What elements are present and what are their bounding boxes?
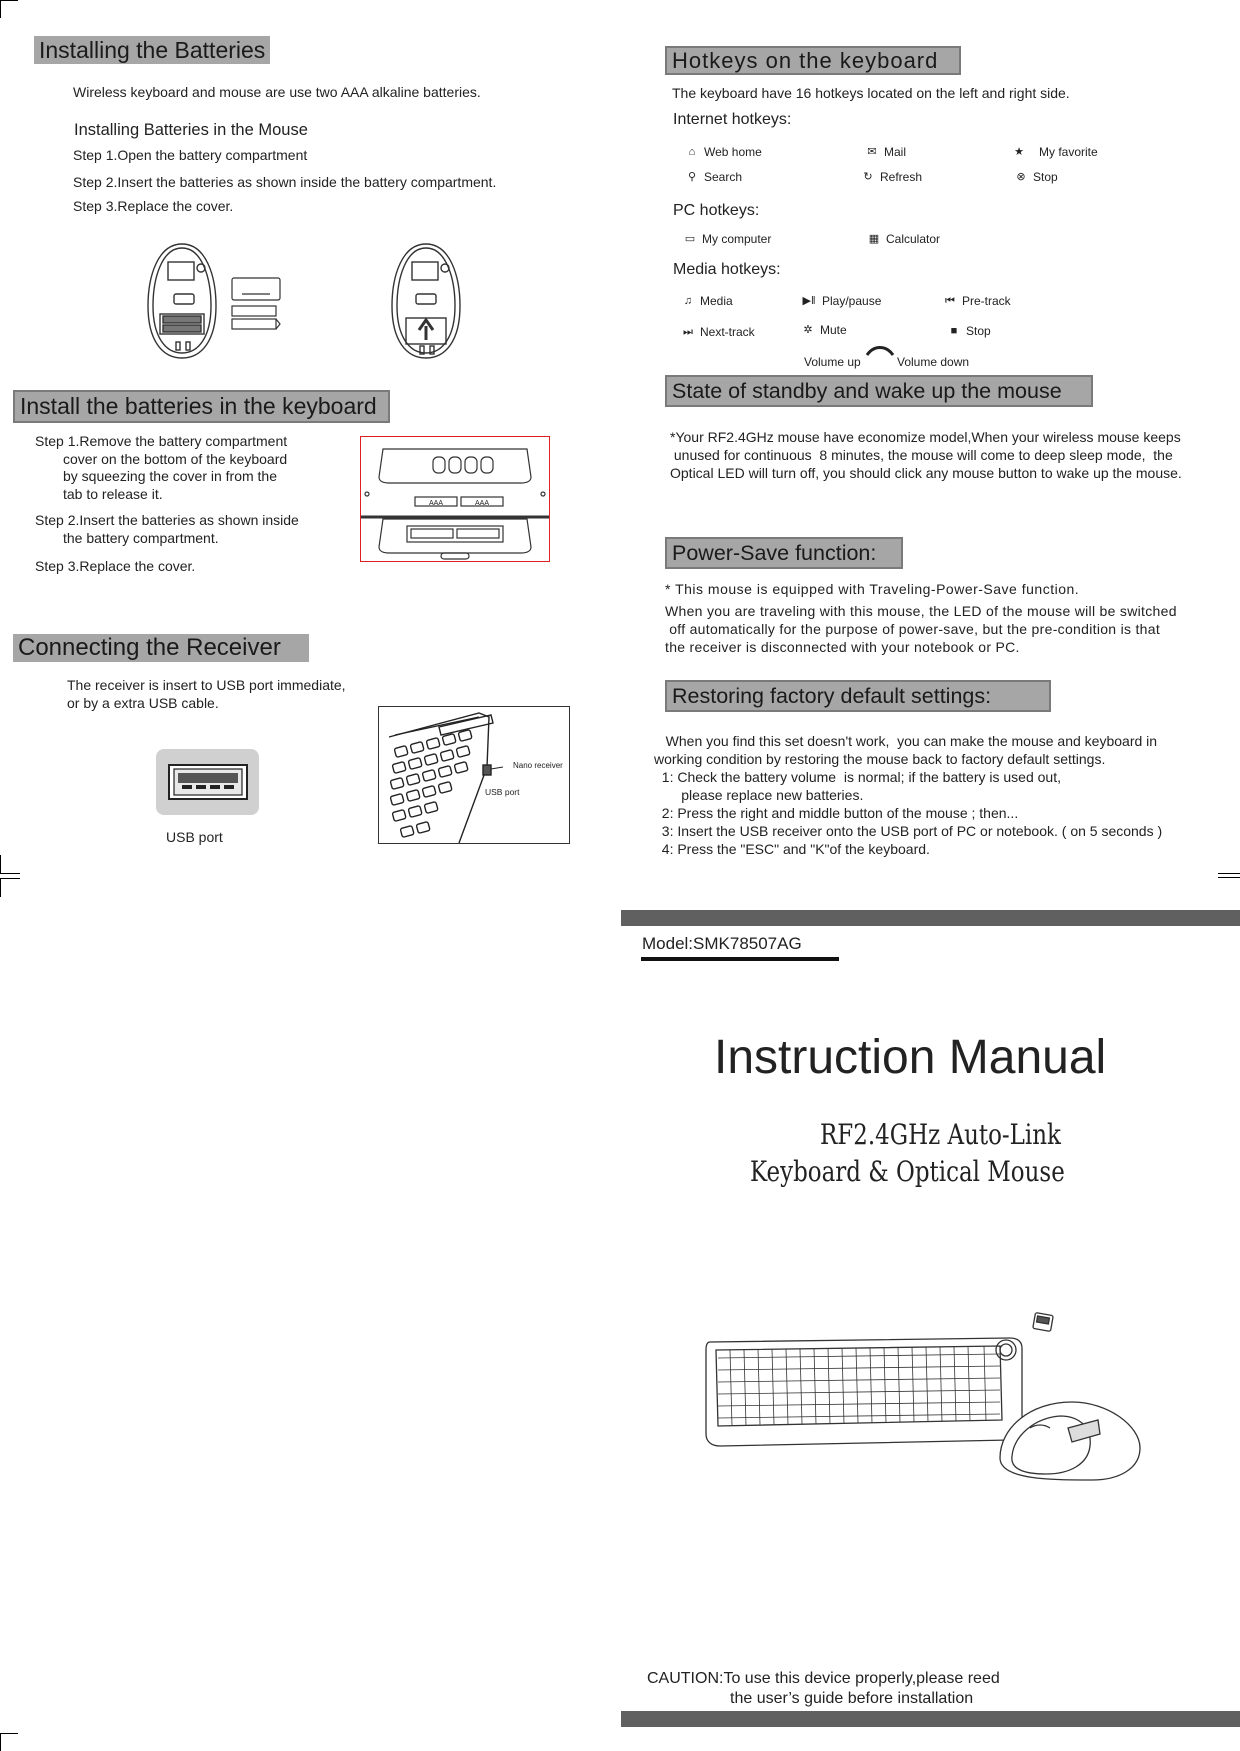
keyboard-batteries-heading: Install the batteries in the keyboard	[13, 390, 390, 423]
batteries-intro: Wireless keyboard and mouse are use two AAA alkaline batteries.	[73, 84, 481, 100]
cover-bottom-bar	[621, 1711, 1240, 1727]
calculator-icon: ▦	[868, 233, 880, 245]
power-save-line-1: * This mouse is equipped with Traveling-Power-Save function.	[665, 581, 1080, 597]
crop-mark	[0, 879, 1, 897]
star-icon: ★	[1014, 146, 1024, 158]
keyboard-underside-drawing	[361, 437, 549, 561]
battery-label: AAA	[429, 500, 444, 507]
hotkeys-intro: The keyboard have 16 hotkeys located on the left and right side.	[672, 85, 1070, 101]
cover-top-bar	[621, 910, 1240, 926]
crop-mark	[0, 0, 1, 18]
keyboard-battery-figure	[360, 436, 550, 562]
home-icon: ⌂	[688, 146, 696, 158]
power-save-heading: Power-Save function:	[665, 537, 903, 569]
keyboard-mouse-illustration	[700, 1308, 1148, 1484]
power-save-text: When you are traveling with this mouse, the LED of the mouse will be switched off automatically for the purpose of power-save, but the pre-condition is that the receiver is disconnected with your notebook or PC.	[665, 603, 1177, 655]
mouse-closed-drawing	[392, 244, 460, 358]
crop-mark	[0, 0, 18, 1]
receiver-heading: Connecting the Receiver	[13, 634, 309, 662]
mouse-open-drawing	[148, 244, 216, 358]
hotkey-media-stop: ■ Stop	[948, 324, 991, 338]
mouse-step-1: Step 1.Open the battery compartment	[73, 147, 308, 163]
restore-heading: Restoring factory default settings:	[665, 680, 1051, 712]
pc-hotkeys-label: PC hotkeys:	[673, 202, 760, 219]
search-icon: ⚲	[687, 171, 697, 183]
receiver-text-1: The receiver is insert to USB port immediate,	[67, 677, 346, 693]
play-pause-icon: ▶‖	[802, 295, 816, 307]
hotkey-my-favorite: ★ My favorite	[1014, 145, 1098, 159]
hotkeys-heading: Hotkeys on the keyboard	[665, 46, 961, 75]
internet-hotkeys-label: Internet hotkeys:	[673, 111, 792, 128]
usb-port-illustration	[156, 749, 259, 815]
crop-mark	[0, 878, 20, 879]
standby-heading: State of standby and wake up the mouse	[665, 375, 1093, 407]
nano-receiver-label: Nano receiver	[513, 761, 563, 770]
cover-subtitle-1: RF2.4GHz Auto-Link	[820, 1118, 1061, 1151]
receiver-text-2: or by a extra USB cable.	[67, 695, 219, 711]
next-track-icon: ⏭	[683, 326, 693, 338]
hotkey-calculator: ▦ Calculator	[868, 232, 941, 246]
model-number: Model:SMK78507AG	[642, 934, 802, 953]
stop-icon: ⊗	[1016, 171, 1026, 183]
laptop-receiver-figure	[378, 706, 570, 844]
keyboard-step-2: Step 2.Insert the batteries as shown inside the battery compartment.	[35, 512, 299, 546]
hotkey-pre-track: ⏮ Pre-track	[945, 294, 1011, 308]
restore-text: When you find this set doesn't work, you can make the mouse and keyboard in working condition by restoring the mouse back to factory default settings. 1: Check the battery volume is normal; if the battery is used out, please replace new batteries. 2: Press the right and middle button of the mouse ; then... 3: Insert the USB receiver onto the USB port of PC or notebook. ( on 5 seconds ) 4: Press the "ESC" and "K"of the keyboard.	[654, 733, 1163, 857]
music-icon: ♫	[683, 295, 693, 307]
volume-down-label: Volume down	[897, 355, 970, 369]
hotkey-web-home: ⌂ Web home	[686, 145, 762, 159]
media-hotkeys-label: Media hotkeys:	[673, 261, 781, 278]
cover-title: Instruction Manual	[714, 1031, 1107, 1084]
keyboard-step-3: Step 3.Replace the cover.	[35, 558, 196, 574]
model-underline	[641, 957, 839, 961]
refresh-icon: ↻	[863, 171, 873, 183]
previous-track-icon: ⏮	[945, 295, 955, 307]
crop-mark	[0, 855, 1, 873]
hotkey-media: ♫ Media	[683, 294, 733, 308]
mute-icon: ✲	[803, 324, 813, 336]
mouse-step-3: Step 3.Replace the cover.	[73, 198, 234, 214]
hotkey-next-track: ⏭ Next-track	[683, 325, 755, 339]
hotkey-refresh: ↻ Refresh	[863, 170, 923, 184]
usb-port-caption: USB port	[166, 829, 223, 845]
hotkey-mute: ✲ Mute	[803, 323, 847, 337]
laptop-usb-port-label: USB port	[485, 787, 520, 797]
crop-mark	[0, 1733, 18, 1734]
stop-square-icon: ■	[950, 325, 958, 337]
crop-mark	[1218, 877, 1240, 878]
hotkey-search: ⚲ Search	[687, 170, 743, 184]
batteries-heading: Installing the Batteries	[34, 36, 270, 64]
mouse-battery-subheading: Installing Batteries in the Mouse	[74, 121, 308, 139]
caution-line-1: CAUTION:To use this device properly,please reed	[647, 1670, 1000, 1687]
battery-label: AAA	[475, 500, 490, 507]
laptop-keyboard-drawing	[379, 707, 569, 843]
standby-text: *Your RF2.4GHz mouse have economize model,When your wireless mouse keeps unused for continuous 8 minutes, the mouse will come to deep sleep mode, the Optical LED will turn off, you should click any mouse button to wake up the mouse.	[670, 429, 1182, 481]
hotkey-stop: ⊗ Stop	[1016, 170, 1058, 184]
crop-mark	[1218, 873, 1240, 874]
mouse-battery-illustration	[140, 236, 480, 362]
battery-cover-drawing	[232, 278, 280, 329]
hotkey-mail: ✉ Mail	[867, 145, 907, 159]
volume-up-label: Volume up	[804, 355, 861, 369]
cover-subtitle-2: Keyboard & Optical Mouse	[750, 1155, 1065, 1188]
hotkey-play-pause: ▶‖ Play/pause	[802, 294, 882, 308]
crop-mark	[0, 873, 20, 874]
computer-icon: ▭	[684, 233, 696, 245]
hotkey-my-computer: ▭ My computer	[684, 232, 772, 246]
volume-knob-icon	[864, 343, 896, 357]
mail-icon: ✉	[867, 146, 877, 158]
crop-mark	[0, 1733, 1, 1751]
keyboard-step-1: Step 1.Remove the battery compartment cover on the bottom of the keyboard by squeezing the cover in from the tab to release it.	[35, 433, 288, 502]
caution-line-2: the user’s guide before installation	[730, 1690, 974, 1707]
mouse-step-2: Step 2.Insert the batteries as shown inside the battery compartment.	[73, 174, 497, 190]
